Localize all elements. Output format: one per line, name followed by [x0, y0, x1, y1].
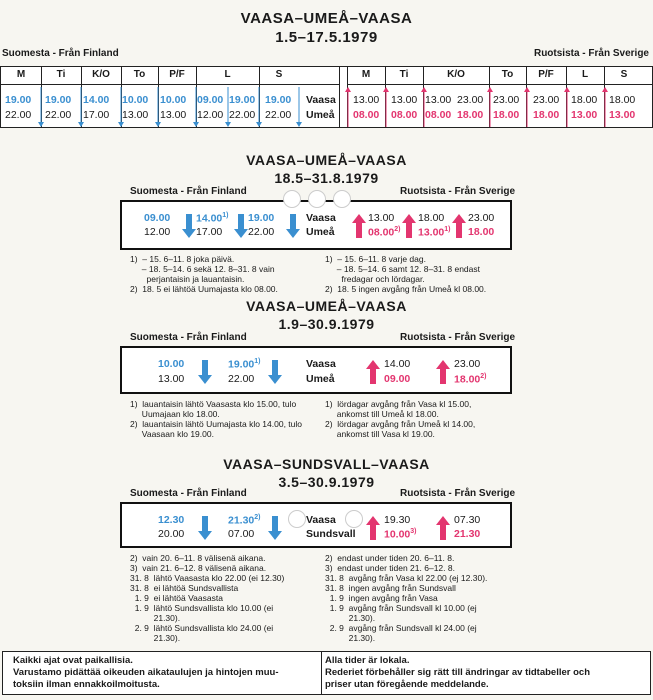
arrow-up-icon: [436, 360, 450, 384]
punch-hole: [283, 190, 301, 208]
section4-dates: 3.5–30.9.1979: [278, 474, 375, 490]
arrow-down-icon: [268, 516, 282, 540]
departure-time-se: 13.00: [368, 212, 395, 224]
arrival-time-fi: 12.00: [144, 226, 171, 238]
departure-time-fi: 19.00: [229, 94, 256, 106]
arrival-time-fi: 13.00: [160, 109, 187, 121]
city-vaasa: Vaasa: [306, 94, 336, 106]
arrow-down-icon: [182, 214, 196, 238]
departure-time-se: 18.00: [571, 94, 598, 106]
day-header-fi: L: [224, 69, 231, 80]
punch-hole: [333, 190, 351, 208]
departure-time-fi: 19.00: [45, 94, 72, 106]
arrow-up-icon: [402, 214, 416, 238]
arrival-time-se: 10.00$^{3)}$: [384, 528, 417, 541]
section4-notes-fi: 2) vain 20. 6–11. 8 välisenä aikana. 3) vain 21. 6–12. 8 välisenä aikana. 31. 8 lähtö Vaasasta klo 22.00 (ei 12.30) 31. 8 ei lähtöä Sundsvallista 1. 9 ei lähtöä Vaasasta 1. 9 lähtö Sundsvallista klo 10.00 (ei 21.30). 2. 9 lähtö Sundsvallista klo 24.00 (ei 21.30).: [130, 553, 285, 643]
arrow-up-icon: [366, 360, 380, 384]
arrival-time-fi: 12.00: [197, 109, 224, 121]
departure-time-se: 13.00: [353, 94, 380, 106]
arrival-time-fi: 17.00: [83, 109, 110, 121]
footnote-ref: 1): [222, 212, 229, 219]
arrival-time-fi: 07.00: [228, 528, 255, 540]
section3-dates: 1.9–30.9.1979: [278, 316, 375, 332]
city-departure: Vaasa: [306, 514, 336, 526]
thin-arrow-down-icon: [78, 87, 84, 127]
arrival-time-se: 18.00: [468, 226, 495, 238]
footnote-ref: 1): [254, 358, 261, 365]
footnote-ref: 2): [394, 226, 401, 233]
departure-time-se: 13.00: [391, 94, 418, 106]
day-header-fi: Ti: [56, 69, 66, 80]
arrow-up-icon: [436, 516, 450, 540]
arrival-time-fi: 22.00: [228, 373, 255, 385]
thin-arrow-up-icon: [524, 87, 530, 127]
thin-arrow-down-icon: [225, 87, 231, 127]
arrival-time-se: 13.00: [571, 109, 598, 121]
thin-arrow-down-icon: [193, 87, 199, 127]
departure-time-fi: 21.30$^{2)}$: [228, 514, 261, 527]
departure-time-se: 14.00: [384, 358, 411, 370]
day-header-se: K/O: [447, 69, 465, 80]
section1-dates: 1.5–17.5.1979: [275, 29, 378, 46]
section3-notes-se: 1) lördagar avgång från Vasa kl 15.00, ankomst till Umeå kl 18.00. 2) lördagar avgång från Umeå kl 14.00, ankomst till Vasa kl 19.00.: [325, 399, 476, 439]
arrival-time-se: 18.00: [457, 109, 484, 121]
section4-title: VAASA–SUNDSVALL–VAASA: [223, 456, 430, 472]
thin-arrow-down-icon: [296, 87, 302, 127]
section2-right-header: Ruotsista - Från Sverige: [400, 186, 516, 197]
footer-box: [2, 651, 651, 695]
departure-time-fi: 10.00: [158, 358, 185, 370]
day-header-se: P/F: [538, 69, 554, 80]
arrow-up-icon: [366, 516, 380, 540]
arrival-time-se: 18.00: [493, 109, 520, 121]
departure-time-fi: 14.00: [83, 94, 110, 106]
arrival-time-se: 08.00: [391, 109, 418, 121]
column-line: [339, 67, 340, 127]
punch-hole: [345, 510, 363, 528]
section2-dates: 18.5–31.8.1979: [274, 170, 379, 186]
departure-time-fi: 19.00$^{1)}$: [228, 358, 261, 371]
departure-time-fi: 19.00: [265, 94, 292, 106]
departure-time-se: 19.30: [384, 514, 411, 526]
day-header-fi: M: [16, 69, 26, 80]
city-umea: Umeå: [306, 109, 335, 121]
arrival-time-fi: 22.00: [5, 109, 32, 121]
footnote-ref: 2): [480, 373, 487, 380]
thin-arrow-up-icon: [421, 87, 427, 127]
footer-se-text: Rederiet förbehåller sig rätt till ändringar av tidtabeller och priser utan föregående meddelande.: [325, 667, 591, 690]
arrival-time-se: 21.30: [454, 528, 481, 540]
punch-hole: [288, 510, 306, 528]
day-header-se: M: [361, 69, 371, 80]
divider-line: [1, 84, 339, 85]
city-arrival: Umeå: [306, 373, 335, 385]
footnote-ref: 1): [444, 226, 451, 233]
departure-time-se: 07.30: [454, 514, 481, 526]
arrival-time-se: 18.00$^{2)}$: [454, 373, 487, 386]
departure-time-se: 23.00: [454, 358, 481, 370]
departure-time-fi: 10.00: [122, 94, 149, 106]
section1-title: VAASA–UMEÅ–VAASA: [240, 10, 413, 27]
thin-arrow-up-icon: [345, 87, 351, 127]
arrow-down-icon: [268, 360, 282, 384]
arrow-down-icon: [286, 214, 300, 238]
arrival-time-fi: 13.00: [122, 109, 149, 121]
thin-arrow-down-icon: [155, 87, 161, 127]
city-arrival: Umeå: [306, 226, 335, 238]
section2-left-header: Suomesta - Från Finland: [130, 186, 247, 197]
arrival-time-se: 08.00: [425, 109, 452, 121]
arrival-time-fi: 22.00: [229, 109, 256, 121]
city-arrival: Sundsvall: [306, 528, 356, 540]
departure-time-se: 23.00: [533, 94, 560, 106]
thin-arrow-up-icon: [564, 87, 570, 127]
departure-time-fi: 10.00: [160, 94, 187, 106]
departure-time-fi: 19.00: [5, 94, 32, 106]
footer-se-title: Alla tider är lokala.: [325, 655, 410, 666]
arrival-time-se: 13.00$^{1)}$: [418, 226, 451, 239]
departure-time-se: 13.00: [425, 94, 452, 106]
day-header-se: L: [581, 69, 589, 80]
section3-notes-fi: 1) lauantaisin lähtö Vaasasta klo 15.00, tulo Uumajaan klo 18.00. 2) lauantaisin lähtö Uumajasta klo 14.00, tulo Vaasaan klo 19.00.: [130, 399, 302, 439]
day-header-fi: P/F: [169, 69, 185, 80]
section2-notes-se: 1) – 15. 6–11. 8 varje dag. – 18. 5–14. 6 samt 12. 8–31. 8 endast fredagar och lördagar. 2) 18. 5 ingen avgång från Umeå kl 08.00.: [325, 254, 487, 294]
section4-notes-se: 2) endast under tiden 20. 6–11. 8. 3) endast under tiden 21. 6–12. 8. 31. 8 avgång från Vasa kl 22.00 (ej 12.30). 31. 8 ingen avgång från Sundsvall 1. 9 ingen avgång från Vasa 1. 9 avgång från Sundsvall kl 10.00 (ej 21.30). 2. 9 avgång från Sundsvall kl 24.00 (ej 21.30).: [325, 553, 488, 643]
thin-arrow-up-icon: [487, 87, 493, 127]
arrival-time-fi: 22.00: [45, 109, 72, 121]
thin-arrow-up-icon: [602, 87, 608, 127]
departure-time-se: 23.00: [457, 94, 484, 106]
arrival-time-se: 08.00: [353, 109, 380, 121]
section3-box: [120, 346, 512, 394]
departure-time-fi: 09.00: [144, 212, 171, 224]
arrow-down-icon: [198, 516, 212, 540]
divider-line: [347, 84, 652, 85]
punch-hole: [308, 190, 326, 208]
section3-title: VAASA–UMEÅ–VAASA: [246, 298, 407, 314]
arrow-up-icon: [352, 214, 366, 238]
section1-right-header: Ruotsista - Från Sverige: [533, 48, 649, 59]
arrival-time-fi: 20.00: [158, 528, 185, 540]
section3-left-header: Suomesta - Från Finland: [130, 332, 247, 343]
day-header-fi: S: [275, 69, 283, 80]
departure-time-fi: 09.00: [197, 94, 224, 106]
departure-time-fi: 14.00$^{1)}$: [196, 212, 229, 225]
arrival-time-fi: 17.00: [196, 226, 223, 238]
arrival-time-se: 09.00: [384, 373, 411, 385]
day-header-se: Ti: [399, 69, 409, 80]
footer-fi-text: Varustamo pidättää oikeuden aikataulujen ja hintojen muu- toksiin ilman ennakkoilmoitusta.: [13, 667, 279, 690]
thin-arrow-up-icon: [383, 87, 389, 127]
arrival-time-se: 13.00: [609, 109, 636, 121]
thin-arrow-down-icon: [118, 87, 124, 127]
arrow-up-icon: [452, 214, 466, 238]
section4-right-header: Ruotsista - Från Sverige: [400, 488, 516, 499]
departure-time-fi: 19.00: [248, 212, 275, 224]
arrival-time-fi: 13.00: [158, 373, 185, 385]
day-header-se: S: [620, 69, 628, 80]
arrow-down-icon: [234, 214, 248, 238]
day-header-se: To: [501, 69, 514, 80]
departure-time-fi: 12.30: [158, 514, 185, 526]
day-header-fi: To: [133, 69, 146, 80]
section4-left-header: Suomesta - Från Finland: [130, 488, 247, 499]
section2-notes-fi: 1) – 15. 6–11. 8 joka päivä. – 18. 5–14. 6 sekä 12. 8–31. 8 vain perjantaisin ja lauantaisin. 2) 18. 5 ei lähtöä Uumajasta klo 08.00.: [130, 254, 278, 294]
thin-arrow-down-icon: [38, 87, 44, 127]
day-header-fi: K/O: [92, 69, 110, 80]
section4-box: [120, 502, 512, 548]
departure-time-se: 18.00: [609, 94, 636, 106]
arrival-time-se: 08.00$^{2)}$: [368, 226, 401, 239]
arrival-time-fi: 22.00: [248, 226, 275, 238]
departure-time-se: 23.00: [493, 94, 520, 106]
departure-time-se: 23.00: [468, 212, 495, 224]
footer-fi-title: Kaikki ajat ovat paikallisia.: [13, 655, 133, 666]
thin-arrow-down-icon: [256, 87, 262, 127]
city-departure: Vaasa: [306, 358, 336, 370]
section1-table: [0, 66, 653, 128]
section2-title: VAASA–UMEÅ–VAASA: [246, 152, 407, 168]
arrival-time-se: 18.00: [533, 109, 560, 121]
arrival-time-fi: 22.00: [265, 109, 292, 121]
footnote-ref: 3): [410, 528, 417, 535]
section1-left-header: Suomesta - Från Finland: [2, 48, 119, 59]
section3-right-header: Ruotsista - Från Sverige: [400, 332, 516, 343]
departure-time-se: 18.00: [418, 212, 445, 224]
footnote-ref: 2): [254, 514, 261, 521]
arrow-down-icon: [198, 360, 212, 384]
city-departure: Vaasa: [306, 212, 336, 224]
